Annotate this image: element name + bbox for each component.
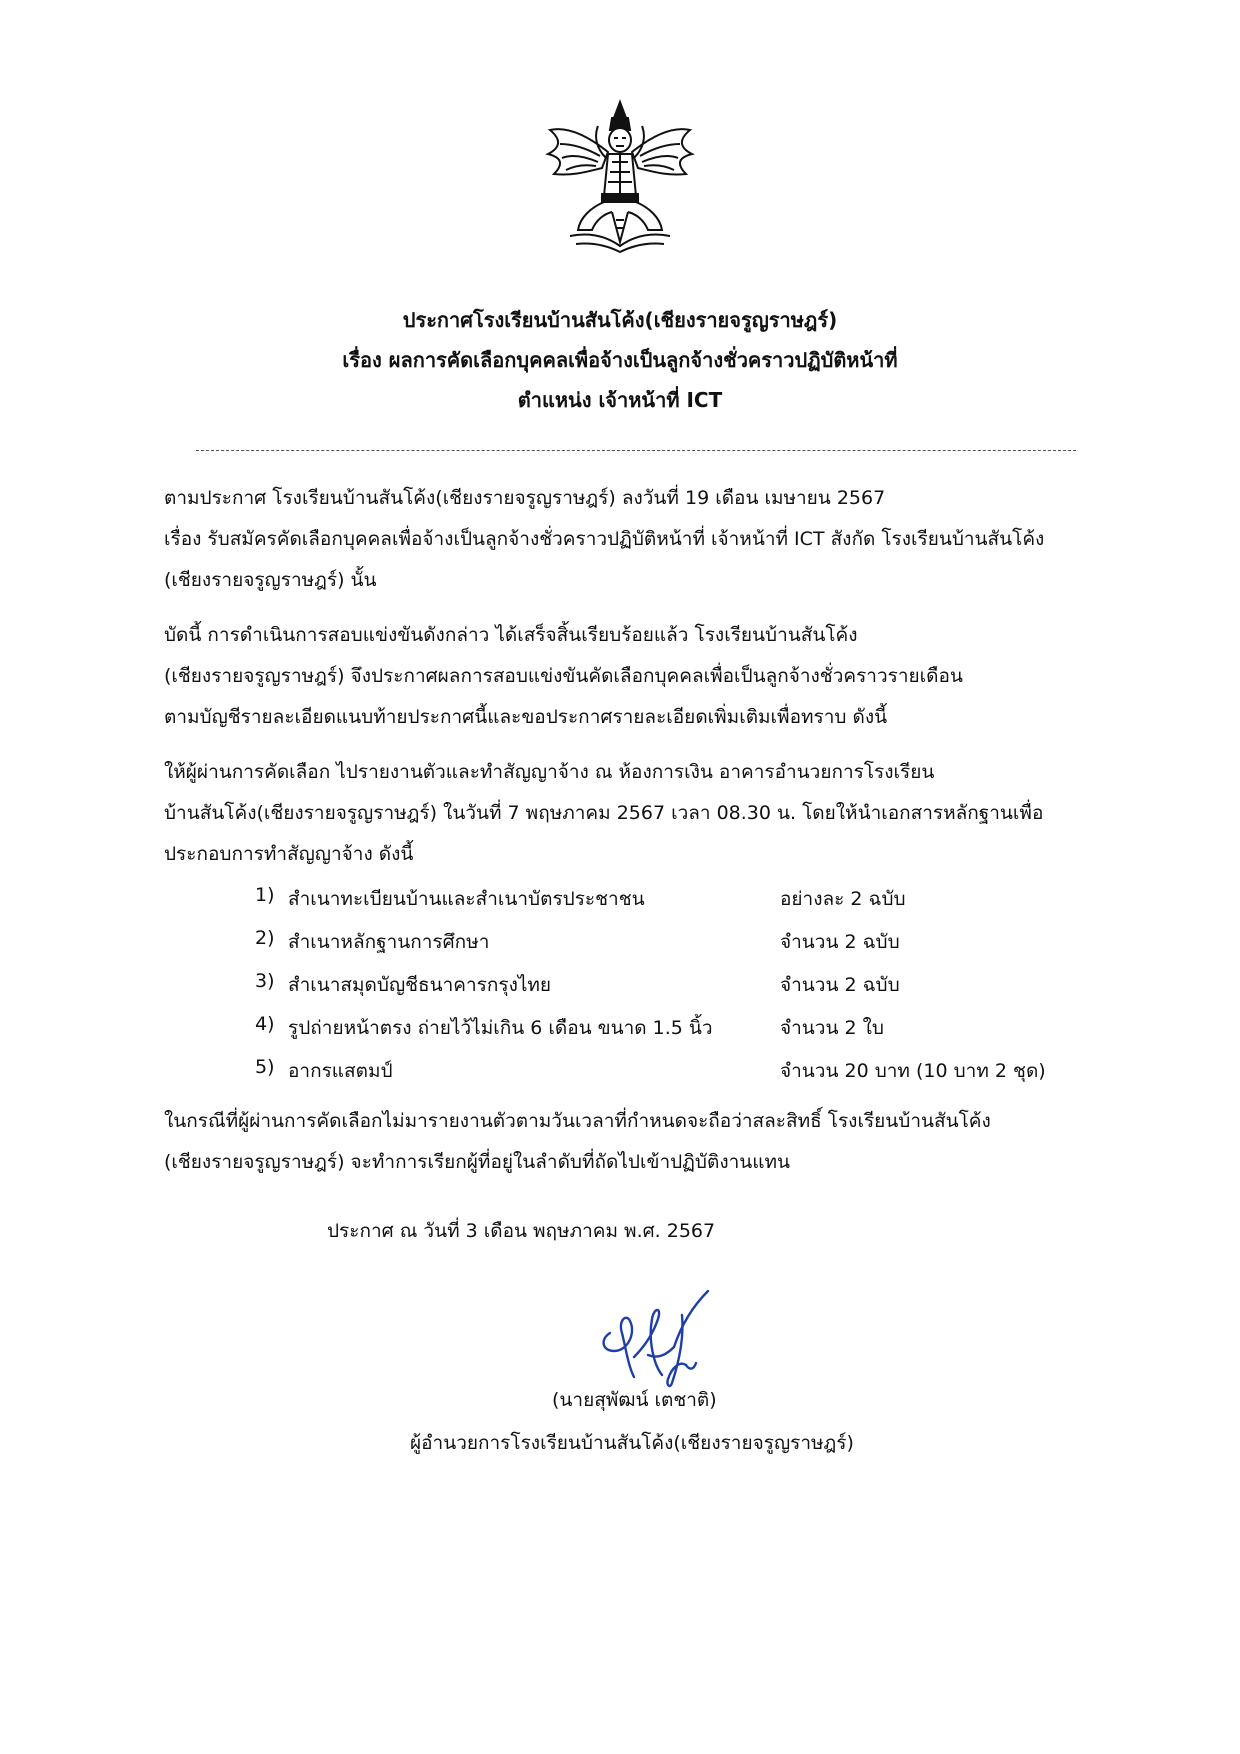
list-item-quantity: จำนวน 20 บาท (10 บาท 2 ชุด) bbox=[780, 1060, 1046, 1082]
paragraph-reference bbox=[164, 478, 1089, 601]
list-item bbox=[255, 884, 1085, 927]
list-item-quantity: จำนวน 2 ฉบับ bbox=[780, 931, 900, 953]
paragraph-line: เรื่อง รับสมัครคัดเลือกบุคคลเพื่อจ้างเป็นลูกจ้างชั่วคราวปฏิบัติหน้าที่ เจ้าหน้าที่ ICT สังกัด โรงเรียนบ้านสันโค้ง bbox=[164, 528, 1045, 550]
list-item-text: อากรแสตมป์ bbox=[288, 1060, 393, 1082]
list-item-number: 3) bbox=[255, 970, 275, 992]
announcement-date: ประกาศ ณ วันที่ 3 เดือน พฤษภาคม พ.ศ. 2567 bbox=[327, 1220, 716, 1242]
announcement-title bbox=[150, 300, 1090, 420]
list-item-quantity: จำนวน 2 ใบ bbox=[780, 1017, 884, 1039]
list-item-text: สำเนาสมุดบัญชีธนาคารกรุงไทย bbox=[288, 974, 552, 996]
signer-title: ผู้อำนวยการโรงเรียนบ้านสันโค้ง(เชียงรายจรูญราษฎร์) bbox=[410, 1432, 854, 1454]
paragraph-forfeit-notice bbox=[164, 1101, 1089, 1183]
signer-name: (นายสุพัฒน์ เตชาติ) bbox=[552, 1389, 717, 1411]
paragraph-line: (เชียงรายจรูญราษฎร์) จะทำการเรียกผู้ที่อยู่ในลำดับที่ถัดไปเข้าปฏิบัติงานแทน bbox=[164, 1151, 791, 1173]
paragraph-line: บัดนี้ การดำเนินการสอบแข่งขันดังกล่าว ได้เสร็จสิ้นเรียบร้อยแล้ว โรงเรียนบ้านสันโค้ง bbox=[164, 624, 858, 646]
paragraph-result bbox=[164, 615, 1089, 738]
list-item-text: สำเนาทะเบียนบ้านและสำเนาบัตรประชาชน bbox=[288, 888, 645, 910]
paragraph-line: ประกอบการทำสัญญาจ้าง ดังนี้ bbox=[164, 843, 414, 865]
paragraph-line: ตามบัญชีรายละเอียดแนบท้ายประกาศนี้และขอประกาศรายละเอียดเพิ่มเติมเพื่อทราบ ดังนี้ bbox=[164, 706, 888, 728]
paragraph-line: (เชียงรายจรูญราษฎร์) นั้น bbox=[164, 569, 377, 591]
list-item bbox=[255, 1056, 1085, 1099]
list-item-text: รูปถ่ายหน้าตรง ถ่ายไว้ไม่เกิน 6 เดือน ขนาด 1.5 นิ้ว bbox=[288, 1017, 713, 1039]
list-item bbox=[255, 927, 1085, 970]
garuda-emblem-icon bbox=[540, 96, 700, 256]
list-item bbox=[255, 970, 1085, 1013]
list-item-number: 2) bbox=[255, 927, 275, 949]
title-line-3: ตำแหน่ง เจ้าหน้าที่ ICT bbox=[517, 388, 723, 412]
list-item-quantity: อย่างละ 2 ฉบับ bbox=[780, 888, 906, 910]
list-item-number: 4) bbox=[255, 1013, 275, 1035]
title-line-1: ประกาศโรงเรียนบ้านสันโค้ง(เชียงรายจรูญราษฎร์) bbox=[402, 308, 838, 332]
paragraph-line: (เชียงรายจรูญราษฎร์) จึงประกาศผลการสอบแข่งขันคัดเลือกบุคคลเพื่อเป็นลูกจ้างชั่วคราวรายเดือน bbox=[164, 665, 963, 687]
paragraph-line: ให้ผู้ผ่านการคัดเลือก ไปรายงานตัวและทำสัญญาจ้าง ณ ห้องการเงิน อาคารอำนวยการโรงเรียน bbox=[164, 761, 935, 783]
list-item bbox=[255, 1013, 1085, 1056]
list-item-number: 5) bbox=[255, 1056, 275, 1078]
list-item-quantity: จำนวน 2 ฉบับ bbox=[780, 974, 900, 996]
paragraph-report-instructions bbox=[164, 752, 1089, 875]
list-item-number: 1) bbox=[255, 884, 275, 906]
title-line-2: เรื่อง ผลการคัดเลือกบุคคลเพื่อจ้างเป็นลูกจ้างชั่วคราวปฏิบัติหน้าที่ bbox=[342, 348, 898, 372]
paragraph-line: ในกรณีที่ผู้ผ่านการคัดเลือกไม่มารายงานตัวตามวันเวลาที่กำหนดจะถือว่าสละสิทธิ์ โรงเรียนบ้านสันโค้ง bbox=[164, 1110, 991, 1132]
dashed-divider bbox=[196, 450, 1076, 451]
paragraph-line: ตามประกาศ โรงเรียนบ้านสันโค้ง(เชียงรายจรูญราษฎร์) ลงวันที่ 19 เดือน เมษายน 2567 bbox=[164, 487, 886, 509]
required-documents-list bbox=[255, 884, 1085, 1099]
list-item-text: สำเนาหลักฐานการศึกษา bbox=[288, 931, 490, 953]
paragraph-line: บ้านสันโค้ง(เชียงรายจรูญราษฎร์) ในวันที่ 7 พฤษภาคม 2567 เวลา 08.30 น. โดยให้นำเอกสารหลักฐานเพื่อ bbox=[164, 802, 1044, 824]
signature-icon bbox=[588, 1285, 738, 1395]
